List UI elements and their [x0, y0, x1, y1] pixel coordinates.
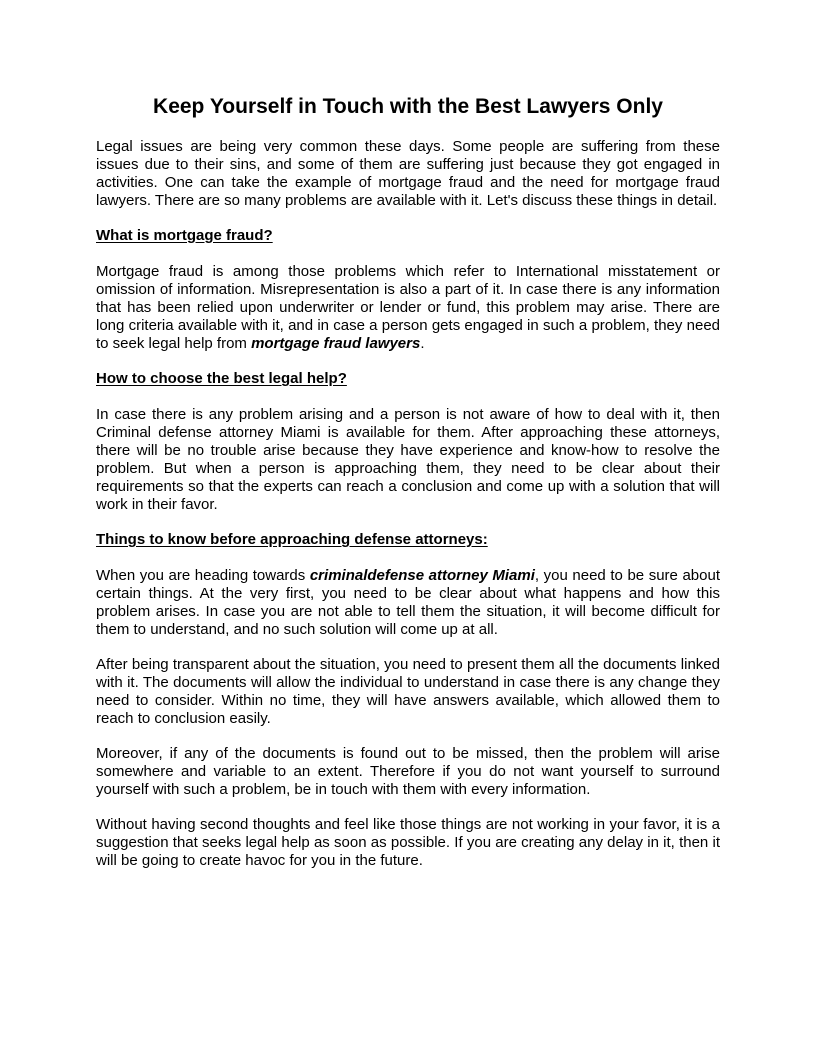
mortgage-fraud-text-end: .	[420, 335, 425, 352]
section-heading-defense-attorneys: Things to know before approaching defense attorneys:	[96, 531, 488, 548]
defense-attorneys-text-end: , you need to be sure about certain things. At the very first, you need to be clear about what happens and how this problem arises. In case you are not able to tell them the situation, it will become difficult for them to understand, and no such solution will come up at all.	[96, 567, 720, 638]
section-heading-legal-help: How to choose the best legal help?	[96, 370, 347, 387]
legal-help-paragraph: In case there is any problem arising and a person is not aware of how to deal with it, then Criminal defense attorney Miami is available for them. After approaching these attorneys, there will be no trouble arise because they have experience and know-how to resolve the problem. But when a person is approaching them, they need to be clear about their requirements so that the experts can reach a conclusion and come up with a solution that will work in their favor.	[96, 406, 720, 513]
document-body	[96, 138, 720, 887]
criminal-defense-attorney-emphasis: criminaldefense attorney Miami	[309, 567, 535, 584]
mortgage-fraud-paragraph	[96, 263, 720, 353]
section-heading-mortgage-fraud: What is mortgage fraud?	[96, 227, 273, 244]
defense-attorneys-paragraph-1	[96, 567, 720, 639]
defense-attorneys-paragraph-2: After being transparent about the situation, you need to present them all the documents linked with it. The documents will allow the individual to understand in case there is any change they need to consider. Within no time, they will have answers available, which allowed them to reach to conclusion easily.	[96, 656, 720, 727]
defense-attorneys-paragraph-4: Without having second thoughts and feel like those things are not working in your favor, it is a suggestion that seeks legal help as soon as possible. If you are creating any delay in it, then it will be going to create havoc for you in the future.	[96, 816, 720, 869]
mortgage-fraud-text: Mortgage fraud is among those problems which refer to International misstatement or omission of information. Misrepresentation is also a part of it. In case there is any information that has been relied upon underwriter or lender or fund, this problem may arise. There are long criteria available with it, and in case a person gets engaged in such a problem, they need to seek legal help from	[96, 263, 720, 352]
intro-paragraph: Legal issues are being very common these days. Some people are suffering from these issues due to their sins, and some of them are suffering just because they got engaged in activities. One can take the example of mortgage fraud and the need for mortgage fraud lawyers. There are so many problems are available with it. Let's discuss these things in detail.	[96, 138, 720, 209]
defense-attorneys-paragraph-3: Moreover, if any of the documents is found out to be missed, then the problem will arise somewhere and variable to an extent. Therefore if you do not want yourself to surround yourself with such a problem, be in touch with them with every information.	[96, 745, 720, 798]
defense-attorneys-text: When you are heading towards	[96, 567, 310, 584]
mortgage-fraud-lawyers-emphasis: mortgage fraud lawyers	[251, 335, 421, 352]
document-title: Keep Yourself in Touch with the Best Lawyers Only	[153, 95, 663, 118]
